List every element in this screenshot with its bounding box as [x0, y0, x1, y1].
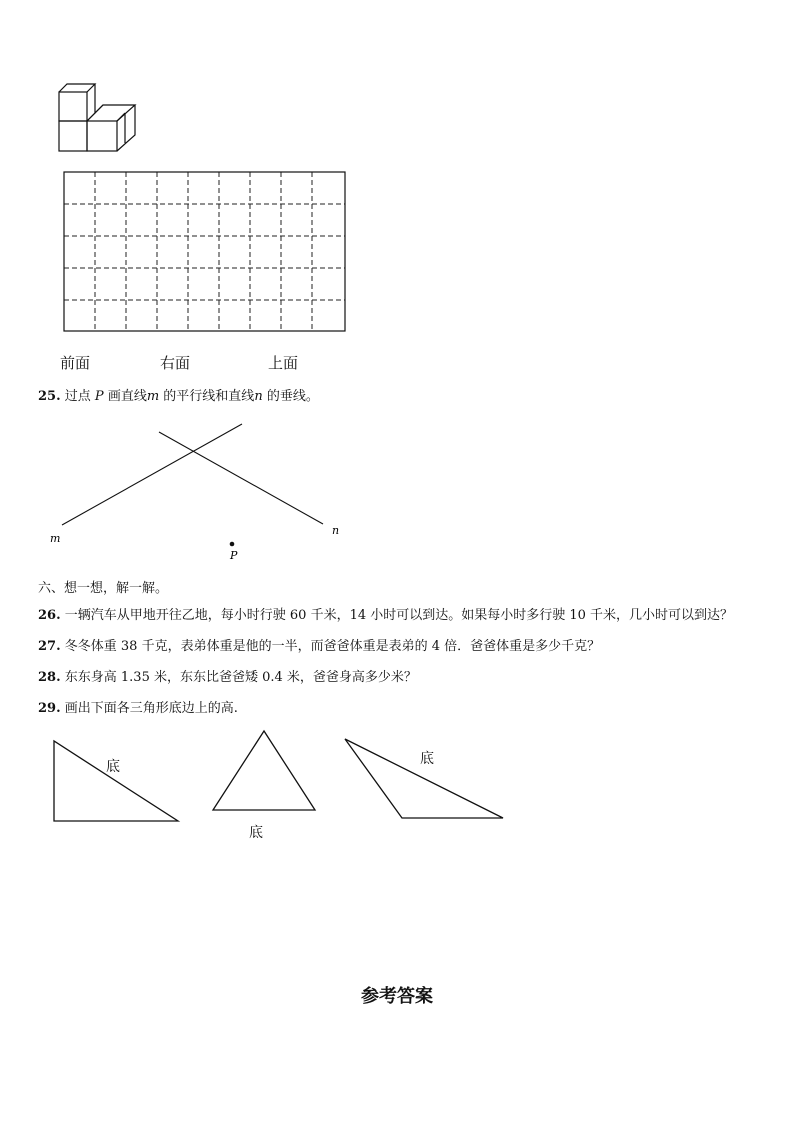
question-text: 一辆汽车从甲地开往乙地，每小时行驶 60 千米，14 小时可以到达。如果每小时多行驶 10 千米，几小时可以到达？: [64, 608, 734, 623]
question-number: 25.: [38, 389, 61, 404]
label-p: P: [230, 549, 238, 562]
question-28: [38, 666, 417, 685]
base-label-triangle-3: 底: [420, 751, 434, 767]
base-label-triangle-1: 底: [106, 759, 120, 775]
question-number: 27.: [38, 639, 61, 654]
question-text: 画直线: [107, 389, 147, 404]
section-6-title: 六、想一想，解一解。: [38, 581, 169, 596]
view-label-top: 上面: [268, 354, 299, 372]
point-p-symbol: P: [94, 389, 104, 404]
base-label-triangle-2: 底: [249, 825, 263, 841]
label-n: n: [332, 524, 340, 537]
question-number: 28.: [38, 670, 61, 685]
view-label-right: 右面: [160, 354, 191, 372]
question-text: 的平行线和直线: [163, 389, 255, 404]
view-label-front: 前面: [60, 354, 91, 372]
dashed-drawing-grid[interactable]: [63, 171, 347, 333]
question-text: 过点: [64, 389, 91, 404]
question-26: [38, 604, 733, 623]
question-number: 26.: [38, 608, 61, 623]
question-number: 29.: [38, 701, 61, 716]
line-n-symbol: n: [254, 389, 263, 404]
question-text: 画出下面各三角形底边上的高.: [64, 701, 238, 716]
question-25: [38, 385, 319, 404]
question-29: [38, 697, 238, 716]
question-text: 的垂线。: [266, 389, 319, 404]
cube-stack-figure: [55, 80, 145, 156]
line-m-symbol: m: [146, 389, 160, 404]
right-triangle: [54, 741, 178, 821]
line-n: [159, 432, 323, 524]
question-text: 冬冬体重 38 千克，表弟体重是他的一半，而爸爸体重是表弟的 4 倍．爸爸体重是多少千克？: [64, 639, 601, 654]
question-27: [38, 635, 600, 654]
label-m: m: [50, 532, 61, 545]
question-text: 东东身高 1.35 米，东东比爸爸矮 0.4 米，爸爸身高多少米？: [64, 670, 417, 685]
line-m: [62, 424, 242, 525]
isosceles-triangle: [213, 731, 315, 810]
point-p: [230, 542, 235, 547]
answer-section-title: 参考答案: [361, 986, 433, 1007]
triangles-figure: [45, 725, 515, 835]
lines-m-n-figure: [45, 415, 355, 565]
